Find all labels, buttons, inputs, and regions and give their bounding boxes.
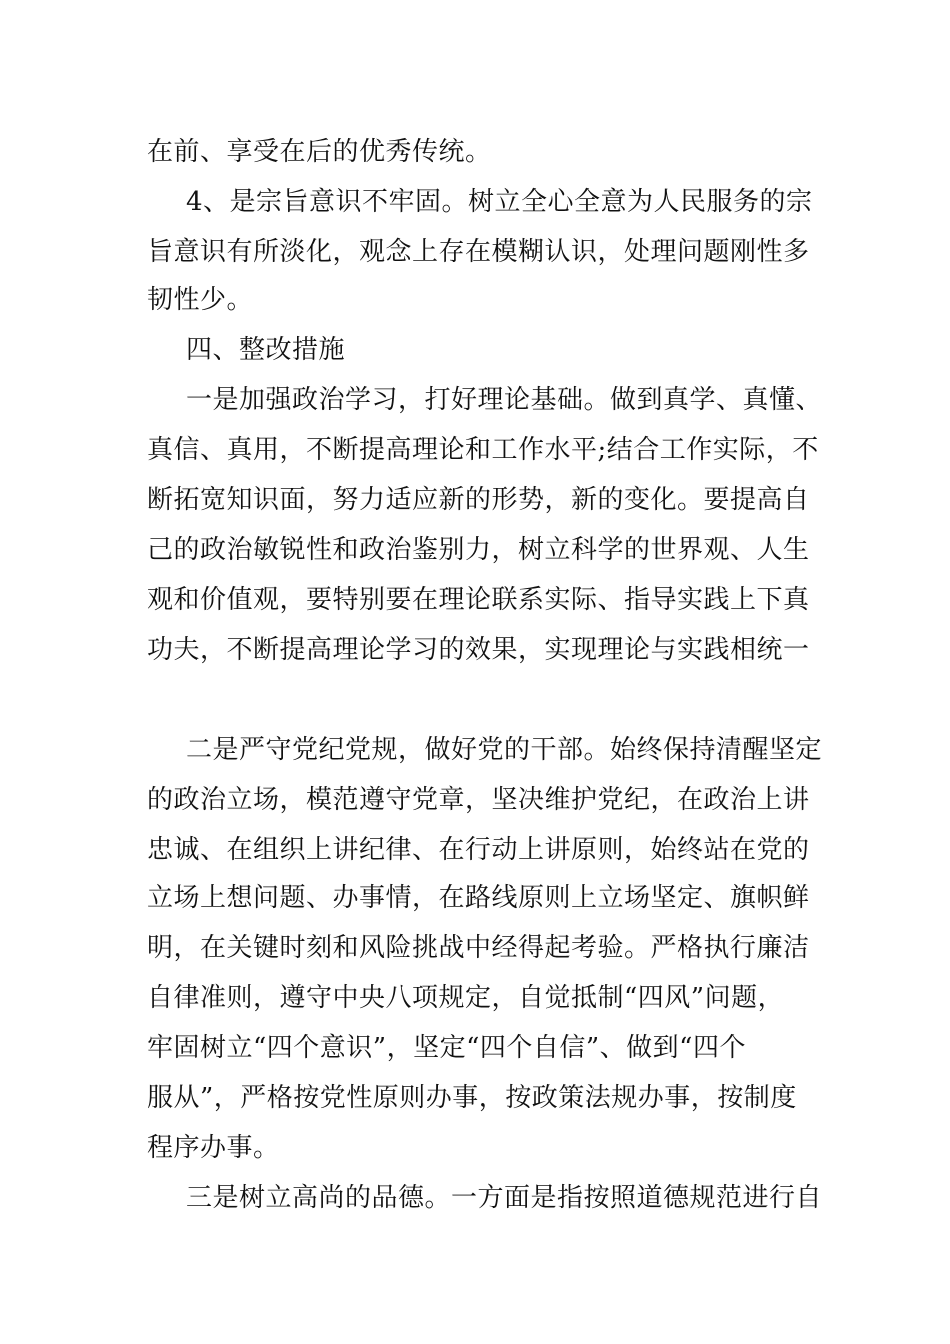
paragraph-line: 功夫，不断提高理论学习的效果，实现理论与实践相统一 — [147, 635, 810, 665]
paragraph-line: 旨意识有所淡化，观念上存在模糊认识，处理问题刚性多 — [147, 237, 810, 267]
paragraph-line: 断拓宽知识面，努力适应新的形势，新的变化。要提高自 — [147, 485, 810, 515]
paragraph-line: 二是严守党纪党规，做好党的干部。始终保持清醒坚定 — [186, 735, 823, 765]
paragraph-line: 自律准则，遵守中央八项规定，自觉抵制“四风”问题， — [147, 983, 785, 1013]
paragraph-line: 明，在关键时刻和风险挑战中经得起考验。严格执行廉洁 — [147, 933, 810, 963]
paragraph-line: 己的政治敏锐性和政治鉴别力，树立科学的世界观、人生 — [147, 535, 810, 565]
paragraph-line: 观和价值观，要特别要在理论联系实际、指导实践上下真 — [147, 585, 810, 615]
paragraph-line: 的政治立场，模范遵守党章，坚决维护党纪，在政治上讲 — [147, 785, 810, 815]
paragraph-line: 在前、享受在后的优秀传统。 — [147, 137, 492, 167]
paragraph-line: 韧性少。 — [147, 285, 254, 315]
section-heading: 四、整改措施 — [186, 335, 346, 365]
paragraph-line: 牢固树立“四个意识”，坚定“四个自信”、做到“四个 — [147, 1033, 746, 1063]
paragraph-line: 真信、真用，不断提高理论和工作水平;结合工作实际，不 — [147, 435, 819, 465]
paragraph-line: 三是树立高尚的品德。一方面是指按照道德规范进行自 — [186, 1183, 823, 1213]
paragraph-line: 服从”，严格按党性原则办事，按政策法规办事，按制度 — [147, 1083, 797, 1113]
paragraph-line: 4、是宗旨意识不牢固。树立全心全意为人民服务的宗 — [186, 187, 813, 217]
paragraph-line: 立场上想问题、办事情，在路线原则上立场坚定、旗帜鲜 — [147, 883, 810, 913]
paragraph-line: 程序办事。 — [147, 1133, 280, 1163]
paragraph-line: 忠诚、在组织上讲纪律、在行动上讲原则，始终站在党的 — [147, 835, 810, 865]
paragraph-line: 一是加强政治学习，打好理论基础。做到真学、真懂、 — [186, 385, 823, 415]
